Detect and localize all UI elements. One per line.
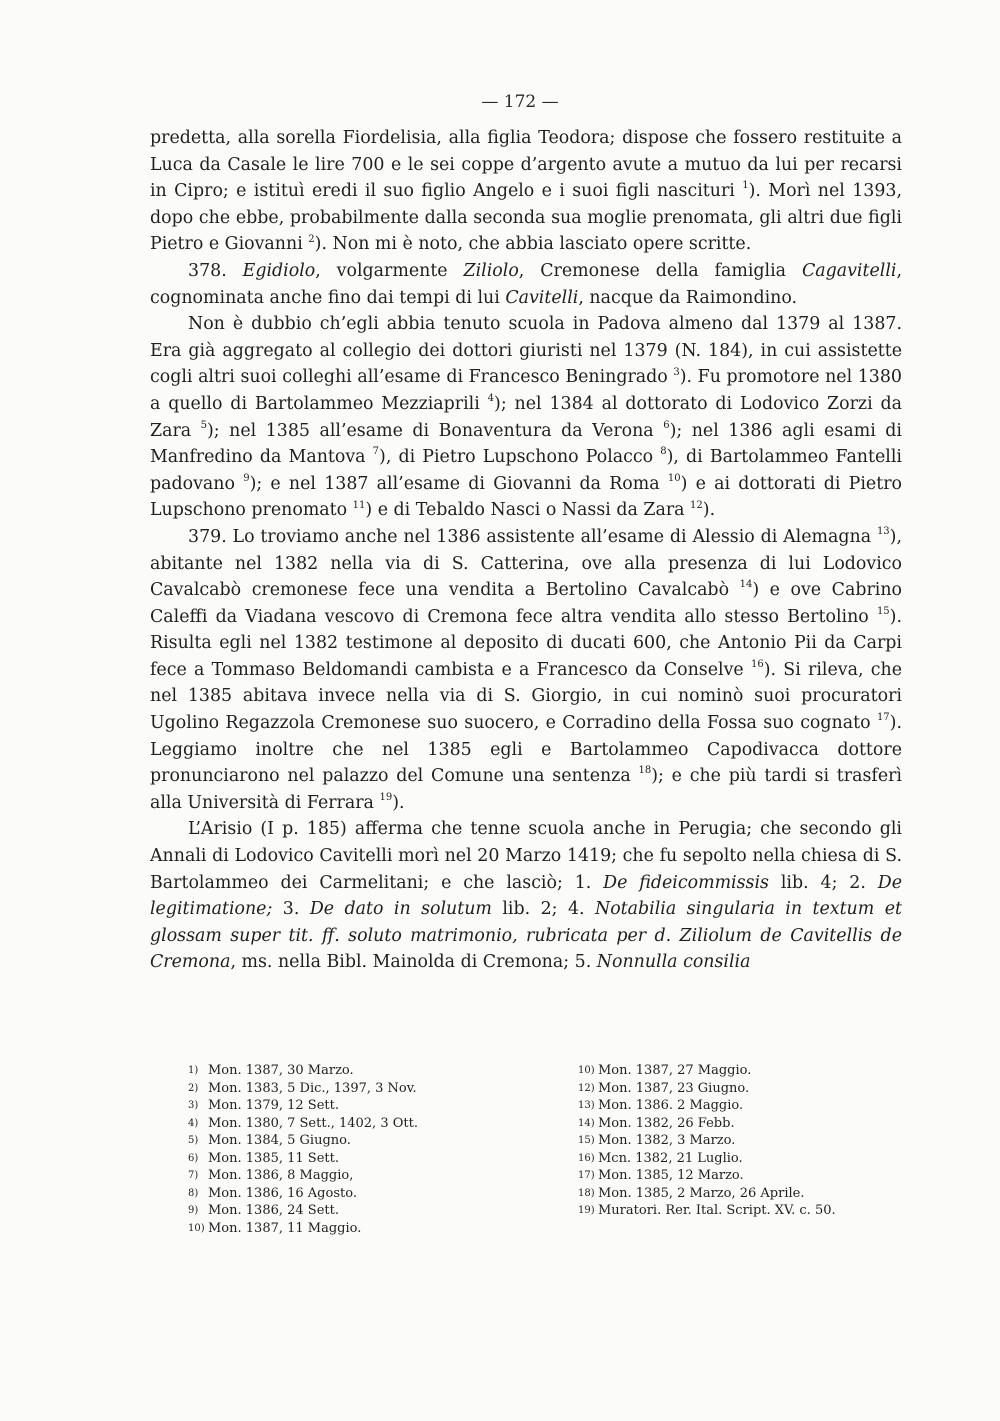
footnote-item <box>578 1115 908 1133</box>
footnote-item <box>188 1080 528 1098</box>
footnote-mark: 16) <box>578 1152 595 1164</box>
footnote-text: Mon. 1385, 11 Sett. <box>208 1150 339 1166</box>
footnote-mark: 10) <box>578 1065 595 1076</box>
paragraph-p-378b: Non è dubbio ch’egli abbia tenuto scuola in Padova almeno dal 1379 al 1387. Era già aggregato al collegio dei dottori giuristi nel 1379 (N. 184), in cui assistette cogli altri suoi colleghi all’esame di Francesco Beningrado $^3$). Fu promotore nel 1380 a quello di Bartolammeo Mezziaprili $^4$); nel 1384 al dottorato di Lodovico Zorzi da Zara $^5$); nel 1385 all’esame di Bonaventura da Verona $^6$); nel 1386 agli esami di Manfredino da Mantova $^7$), di Pietro Lupschono Polacco $^8$), di Bartolammeo Fantelli padovano $^9$); e nel 1387 all’esame di Giovanni da Roma $^{10}$) e ai dottorati di Pietro Lupschono prenomato $^{11}$) e di Tebaldo Nasci o Nassi da Zara $^{12}$). <box>150 314 903 521</box>
footnote-text: Mon. 1386, 8 Maggio, <box>208 1168 354 1183</box>
footnote-mark: 5) <box>188 1135 199 1146</box>
footnote-item <box>188 1167 528 1185</box>
footnote-mark: 3) <box>188 1100 199 1111</box>
footnote-mark: 14) <box>578 1117 595 1129</box>
footnote-item <box>188 1097 528 1115</box>
footnote-mark: 10) <box>188 1222 205 1234</box>
footnote-text: Mon. 1387, 23 Giugno. <box>598 1080 750 1096</box>
footnote-text: Mon. 1384, 5 Giugno. <box>208 1133 351 1148</box>
footnote-item <box>578 1080 908 1098</box>
footnote-text: Mon. 1380, 7 Sett., 1402, 3 Ott. <box>208 1115 418 1131</box>
footnote-mark: 8) <box>188 1187 199 1199</box>
paragraph-p-arisio: L’Arisio (I p. 185) afferma che tenne scuola anche in Perugia; che secondo gli Annali di Lodovico Cavitelli morì nel 20 Marzo 1419; che fu sepolto nella chiesa di S. Bartolammeo dei Carmelitani; e che lasciò; 1. De fideicommissis lib. 4; 2. De legitimatione; 3. De dato in solutum lib. 2; 4. Notabilia singularia in textum et glossam super tit. ff. soluto matrimonio, rubricata per d. Ziliolum de Cavitellis de Cremona, ms. nella Bibl. Mainolda di Cremona; 5. Nonnulla consilia <box>150 819 903 973</box>
footnote-text: Mon. 1382, 3 Marzo. <box>598 1133 736 1148</box>
footnote-text: Mon. 1387, 30 Marzo. <box>208 1063 354 1078</box>
page-number: — 172 — <box>481 92 559 112</box>
footnote-text: Mon. 1386. 2 Maggio. <box>598 1098 744 1113</box>
footnote-item <box>188 1150 528 1168</box>
footnote-text: Mcn. 1382, 21 Luglio. <box>598 1150 743 1166</box>
paragraph-p-379: 379. Lo troviamo anche nel 1386 assistente all’esame di Alessio di Alemagna $^{13}$), abitante nel 1382 nella via di S. Catterina, ove alla presenza di lui Lodovico Cavalcabò cremonese fece una vendita a Bertolino Cavalcabò $^{14}$) e ove Cabrino Caleffi da Viadana vescovo di Cremona fece altra vendita allo stesso Bertolino $^{15}$). Risulta egli nel 1382 testimone al deposito di ducati 600, che Antonio Pii da Carpi fece a Tommaso Beldomandi cambista e a Francesco da Conselve $^{16}$). Si rileva, che nel 1385 abitava invece nella via di S. Giorgio, in cui nominò suoi procuratori Ugolino Regazzola Cremonese suo suocero, e Corradino della Fossa suo cognato $^{17}$). Leggiamo inoltre che nel 1385 egli e Bartolammeo Capodivacca dottore pronunciarono nel palazzo del Comune una sentenza $^{18}$); e che più tardi si trasferì alla Università di Ferrara $^{19}$). <box>150 526 902 813</box>
footnote-text: Mon. 1383, 5 Dic., 1397, 3 Nov. <box>208 1080 417 1096</box>
footnote-item <box>578 1185 908 1203</box>
footnote-item <box>188 1062 528 1080</box>
footnote-text: Mon. 1387, 11 Maggio. <box>208 1220 362 1236</box>
footnote-text: Mon. 1386, 24 Sett. <box>208 1203 339 1218</box>
footnotes-right-column <box>578 1062 908 1237</box>
footnote-mark: 9) <box>188 1205 199 1216</box>
footnote-mark: 17) <box>578 1170 595 1181</box>
footnote-text: Mon. 1379, 12 Sett. <box>208 1098 339 1113</box>
footnote-mark: 6) <box>188 1152 199 1164</box>
footnote-item <box>188 1132 528 1150</box>
footnote-item <box>578 1132 908 1150</box>
footnote-item <box>188 1185 528 1203</box>
footnote-mark: 19) <box>578 1205 595 1216</box>
footnote-text: Mon. 1387, 27 Maggio. <box>598 1063 752 1078</box>
footnote-text: Mon. 1385, 12 Marzo. <box>598 1168 744 1183</box>
footnote-item <box>578 1150 908 1168</box>
footnote-mark: 18) <box>578 1187 595 1199</box>
footnotes <box>188 1062 908 1237</box>
footnote-item <box>578 1097 908 1115</box>
footnote-mark: 13) <box>578 1100 595 1111</box>
footnotes-left-column <box>188 1062 528 1237</box>
footnote-item <box>578 1167 908 1185</box>
footnote-mark: 1) <box>188 1065 199 1076</box>
footnote-mark: 12) <box>578 1082 595 1094</box>
footnote-item <box>188 1115 528 1133</box>
footnote-item <box>578 1062 908 1080</box>
footnote-text: Muratori. Rer. Ital. Script. XV. c. 50. <box>598 1203 836 1218</box>
footnote-text: Mon. 1382, 26 Febb. <box>598 1115 735 1131</box>
footnote-mark: 15) <box>578 1135 595 1146</box>
footnote-mark: 2) <box>188 1082 199 1094</box>
footnote-item <box>188 1202 528 1220</box>
paragraph-p-378: 378. Egidiolo, volgarmente Ziliolo, Cremonese della famiglia Cagavitelli, cognominata anche fino dai tempi di lui Cavitelli, nacque da Raimondino. <box>150 260 902 308</box>
footnote-mark: 7) <box>188 1170 199 1181</box>
footnote-item <box>578 1202 908 1220</box>
footnote-mark: 4) <box>188 1117 199 1129</box>
paragraph-p-cont: predetta, alla sorella Fiordelisia, alla figlia Teodora; dispose che fossero restituite a Luca da Casale le lire 700 e le sei coppe d’argento avute a mutuo da lui per recarsi in Cipro; e istituì eredi il suo figlio Angelo e i suoi figli nascituri $^1$). Morì nel 1393, dopo che ebbe, probabilmente dalla seconda sua moglie prenomata, gli altri due figli Pietro e Giovanni $^2$). Non mi è noto, che abbia lasciato opere scritte. <box>150 128 903 255</box>
body-text <box>150 125 902 976</box>
footnote-item <box>188 1220 528 1238</box>
footnote-text: Mon. 1386, 16 Agosto. <box>208 1185 357 1201</box>
footnote-text: Mon. 1385, 2 Marzo, 26 Aprile. <box>598 1185 805 1201</box>
